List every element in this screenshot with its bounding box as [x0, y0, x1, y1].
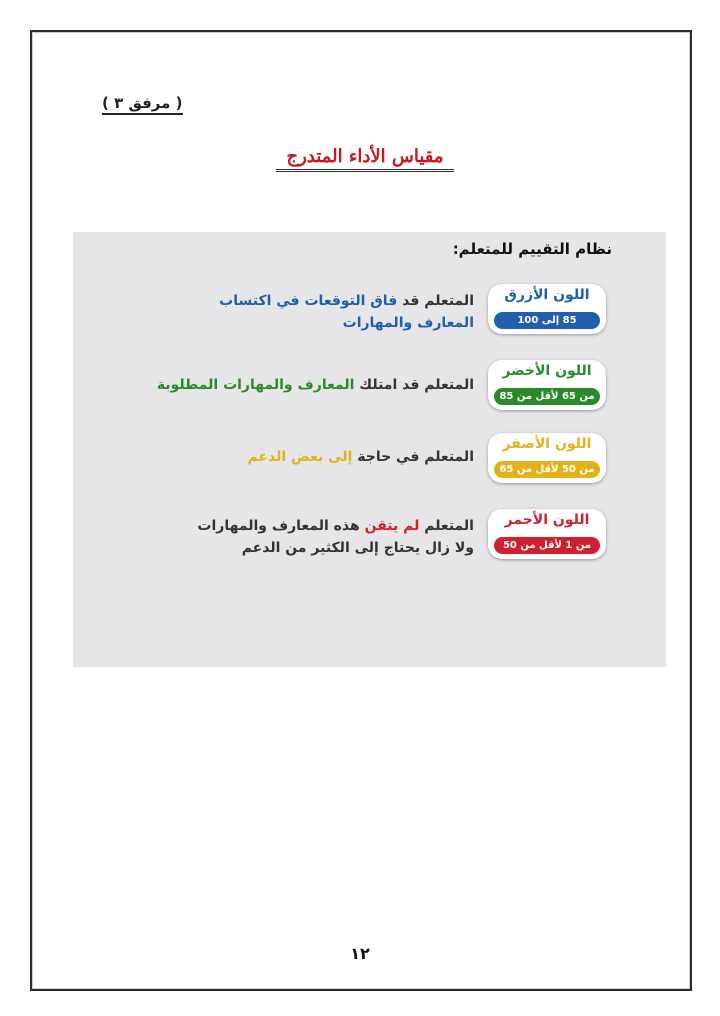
- attachment-label: ( مرفق ٣ ): [102, 94, 183, 115]
- level-badge-yellow: [488, 433, 606, 483]
- rating-panel: [73, 232, 666, 667]
- level-range: من 65 لأقل من 85: [494, 388, 600, 405]
- desc-text-after: هذه المعارف والمهارات ولا زال يحتاج إلى الكثير من الدعم: [197, 518, 474, 556]
- level-description: [184, 290, 474, 334]
- level-name: اللون الأحمر: [504, 512, 590, 528]
- level-name: اللون الأصفر: [502, 436, 592, 452]
- level-description: [174, 446, 474, 468]
- page-number: ١٢: [350, 944, 370, 963]
- desc-highlight: المعارف والمهارات المطلوبة: [156, 377, 355, 393]
- level-range: من 1 لأقل من 50: [494, 537, 600, 554]
- desc-text: المتعلم في حاجة: [352, 449, 474, 465]
- desc-text: المتعلم قد: [397, 293, 474, 309]
- page-title: مقياس الأداء المتدرج: [276, 146, 454, 172]
- level-badge-red: [488, 509, 606, 559]
- level-badge-blue: [488, 284, 606, 334]
- level-name: اللون الأخضر: [502, 363, 592, 379]
- level-range: 85 إلى 100: [494, 312, 600, 329]
- level-description: [114, 374, 474, 396]
- desc-highlight: لم يتقن: [364, 518, 420, 534]
- desc-text: المتعلم قد امتلك: [354, 377, 474, 393]
- desc-highlight: إلى بعض الدعم: [247, 449, 353, 465]
- desc-highlight: فاق التوقعات في اكتساب المعارف والمهارات: [219, 293, 474, 331]
- desc-text: المتعلم: [419, 518, 474, 534]
- level-badge-green: [488, 360, 606, 410]
- panel-heading: نظام التقييم للمتعلم:: [452, 240, 612, 258]
- level-description: [174, 515, 474, 559]
- level-name: اللون الأزرق: [504, 287, 590, 303]
- level-range: من 50 لأقل من 65: [494, 461, 600, 478]
